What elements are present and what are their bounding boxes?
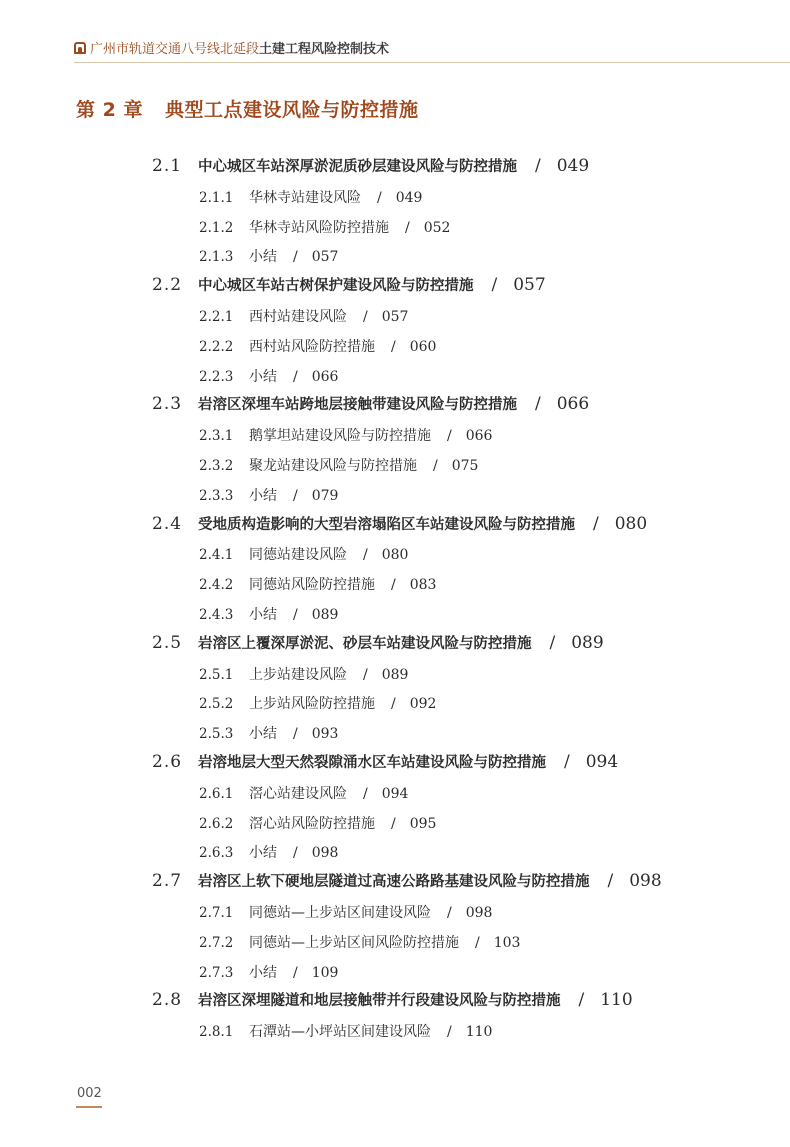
separator: / (293, 964, 298, 981)
section-number: 2.5 (152, 632, 183, 653)
subsection-title: 华林寺站风险防控措施 (249, 219, 389, 236)
toc-subsection-entry (199, 544, 408, 564)
separator: / (593, 513, 599, 534)
toc-subsection-entry (199, 842, 338, 862)
separator: / (293, 726, 298, 743)
header-title-part2: 土建工程风险控制技术 (259, 42, 390, 57)
separator: / (391, 696, 396, 713)
subsection-title: 聚龙站建设风险与防控措施 (249, 458, 417, 474)
separator: / (607, 871, 614, 892)
subsection-title: 同德站—上步站区间建设风险 (249, 905, 431, 921)
separator: / (578, 990, 585, 1011)
toc-section-entry (152, 513, 647, 534)
separator: / (391, 815, 396, 832)
subsection-number: 2.1.3 (199, 249, 234, 266)
toc-section-entry (152, 274, 546, 295)
separator: / (549, 632, 556, 653)
subsection-number: 2.5.2 (199, 696, 234, 713)
subsection-page: 057 (381, 309, 409, 325)
subsection-number: 2.2.1 (199, 309, 234, 325)
section-page: 049 (556, 156, 590, 176)
subsection-page: 098 (465, 905, 493, 921)
subsection-page: 052 (423, 219, 451, 236)
subsection-title: 小结 (249, 726, 277, 743)
subsection-page: 094 (381, 785, 409, 802)
separator: / (293, 249, 298, 266)
toc-subsection-entry (199, 366, 338, 386)
subsection-number: 2.7.3 (199, 964, 234, 981)
subsection-number: 2.1.2 (199, 219, 234, 236)
subsection-title: 滘心站风险防控措施 (249, 815, 375, 832)
header-title-part1: 广州市轨道交通八号线北延段 (90, 42, 260, 57)
toc-subsection-entry (199, 783, 408, 803)
section-page: 110 (600, 990, 633, 1011)
toc-subsection-entry (199, 693, 436, 713)
subsection-number: 2.1.1 (199, 189, 234, 206)
toc-section-entry (152, 632, 604, 653)
section-number: 2.6 (152, 752, 183, 772)
subsection-title: 石潭站—小坪站区间建设风险 (249, 1024, 431, 1041)
subsection-number: 2.3.3 (199, 487, 234, 504)
subsection-page: 080 (381, 547, 409, 564)
subsection-page: 110 (465, 1024, 493, 1041)
subsection-page: 098 (311, 845, 339, 862)
separator: / (293, 368, 298, 385)
separator: / (363, 785, 368, 802)
subsection-number: 2.4.3 (199, 607, 234, 623)
section-title: 岩溶区深埋车站跨地层接触带建设风险与防控措施 (198, 397, 517, 414)
toc-section-entry (152, 870, 662, 891)
chapter-heading (76, 95, 418, 122)
separator: / (535, 394, 541, 415)
subsection-page: 095 (409, 815, 437, 832)
subsection-page: 066 (465, 428, 493, 445)
toc-subsection-entry (199, 604, 338, 624)
subsection-title: 小结 (249, 607, 277, 623)
section-page: 080 (614, 513, 648, 534)
subsection-number: 2.6.2 (199, 815, 234, 832)
subsection-number: 2.3.2 (199, 458, 234, 474)
subsection-title: 同德站风险防控措施 (249, 577, 375, 594)
subsection-page: 109 (311, 964, 339, 981)
toc-subsection-entry (199, 1021, 492, 1041)
separator: / (447, 905, 452, 921)
separator: / (491, 275, 498, 296)
chapter-number: 第 2 章 (76, 99, 143, 121)
subsection-title: 滘心站建设风险 (249, 785, 347, 802)
separator: / (405, 219, 410, 236)
section-page: 098 (629, 871, 662, 892)
subsection-title: 小结 (249, 845, 277, 862)
subsection-page: 075 (451, 458, 479, 474)
separator: / (293, 607, 298, 623)
toc-section-entry (152, 751, 618, 772)
section-number: 2.2 (152, 275, 183, 296)
subsection-title: 同德站建设风险 (249, 547, 347, 564)
subsection-title: 西村站建设风险 (249, 309, 347, 325)
toc-subsection-entry (199, 813, 436, 833)
subsection-number: 2.2.3 (199, 368, 234, 385)
subsection-number: 2.7.2 (199, 934, 234, 951)
running-header (74, 38, 389, 57)
section-title: 岩溶区上软下硬地层隧道过高速公路路基建设风险与防控措施 (198, 874, 590, 891)
toc-subsection-entry (199, 574, 436, 594)
subsection-number: 2.4.2 (199, 577, 234, 594)
subsection-number: 2.4.1 (199, 547, 234, 564)
toc-subsection-entry (199, 246, 338, 266)
section-number: 2.7 (152, 871, 183, 892)
section-page: 089 (571, 632, 604, 653)
footer-rule (76, 1106, 102, 1108)
subsection-page: 092 (409, 696, 437, 713)
section-title: 岩溶地层大型天然裂隙涌水区车站建设风险与防控措施 (198, 755, 546, 771)
subsection-title: 上步站风险防控措施 (249, 696, 375, 713)
toc-subsection-entry (199, 455, 478, 475)
header-rule (74, 62, 790, 63)
subsection-title: 鹅掌坦站建设风险与防控措施 (249, 428, 431, 445)
subsection-number: 2.3.1 (199, 428, 234, 445)
chapter-title: 典型工点建设风险与防控措施 (164, 99, 419, 121)
section-number: 2.1 (152, 156, 183, 176)
toc-subsection-entry (199, 664, 408, 684)
separator: / (377, 189, 382, 206)
separator: / (363, 547, 368, 564)
separator: / (293, 487, 298, 504)
subsection-number: 2.6.3 (199, 845, 234, 862)
subsection-number: 2.5.3 (199, 726, 234, 743)
subsection-number: 2.6.1 (199, 785, 234, 802)
toc-section-entry (152, 393, 589, 414)
subsection-page: 089 (381, 666, 409, 683)
subsection-number: 2.7.1 (199, 905, 234, 921)
separator: / (391, 338, 396, 355)
subsection-page: 103 (493, 934, 521, 951)
toc-subsection-entry (199, 485, 338, 505)
subsection-page: 060 (409, 338, 437, 355)
subsection-title: 小结 (249, 249, 277, 266)
section-number: 2.4 (152, 513, 183, 534)
subsection-page: 093 (311, 726, 339, 743)
toc-section-entry (152, 155, 589, 176)
toc-subsection-entry (199, 187, 422, 207)
section-title: 中心城区车站古树保护建设风险与防控措施 (198, 278, 474, 295)
separator: / (363, 666, 368, 683)
separator: / (475, 934, 480, 951)
separator: / (535, 156, 541, 176)
subsection-title: 华林寺站建设风险 (249, 189, 361, 206)
separator: / (293, 845, 298, 862)
subsection-page: 066 (311, 368, 339, 385)
section-page: 057 (513, 275, 546, 296)
toc-subsection-entry (199, 217, 450, 237)
toc-subsection-entry (199, 723, 338, 743)
section-title: 岩溶区上覆深厚淤泥、砂层车站建设风险与防控措施 (198, 635, 532, 652)
separator: / (391, 577, 396, 594)
separator: / (363, 309, 368, 325)
subsection-number: 2.2.2 (199, 338, 234, 355)
toc-subsection-entry (199, 932, 520, 952)
subsection-title: 西村站风险防控措施 (249, 338, 375, 355)
subsection-title: 小结 (249, 368, 277, 385)
section-number: 2.3 (152, 394, 183, 415)
subsection-page: 079 (311, 487, 339, 504)
toc-subsection-entry (199, 306, 408, 326)
subsection-page: 057 (311, 249, 339, 266)
section-title: 中心城区车站深厚淤泥质砂层建设风险与防控措施 (198, 159, 517, 175)
subsection-title: 上步站建设风险 (249, 666, 347, 683)
separator: / (433, 458, 438, 474)
subsection-number: 2.5.1 (199, 666, 234, 683)
toc-subsection-entry (199, 336, 436, 356)
subsection-number: 2.8.1 (199, 1024, 234, 1041)
toc-subsection-entry (199, 902, 492, 922)
separator: / (447, 428, 452, 445)
subsection-title: 小结 (249, 964, 277, 981)
separator: / (564, 752, 570, 772)
subsection-title: 小结 (249, 487, 277, 504)
toc-subsection-entry (199, 425, 492, 445)
section-title: 受地质构造影响的大型岩溶塌陷区车站建设风险与防控措施 (198, 516, 575, 533)
subsection-page: 089 (311, 607, 339, 623)
section-title: 岩溶区深埋隧道和地层接触带并行段建设风险与防控措施 (198, 993, 561, 1010)
section-page: 066 (556, 394, 590, 415)
section-number: 2.8 (152, 990, 183, 1011)
subsection-title: 同德站—上步站区间风险防控措施 (249, 934, 459, 951)
toc-section-entry (152, 989, 633, 1010)
toc-subsection-entry (199, 962, 338, 982)
subsection-page: 083 (409, 577, 437, 594)
section-page: 094 (585, 752, 619, 772)
subsection-page: 049 (395, 189, 423, 206)
page-number: 002 (77, 1086, 102, 1101)
separator: / (447, 1024, 452, 1041)
book-logo-icon (74, 42, 86, 54)
